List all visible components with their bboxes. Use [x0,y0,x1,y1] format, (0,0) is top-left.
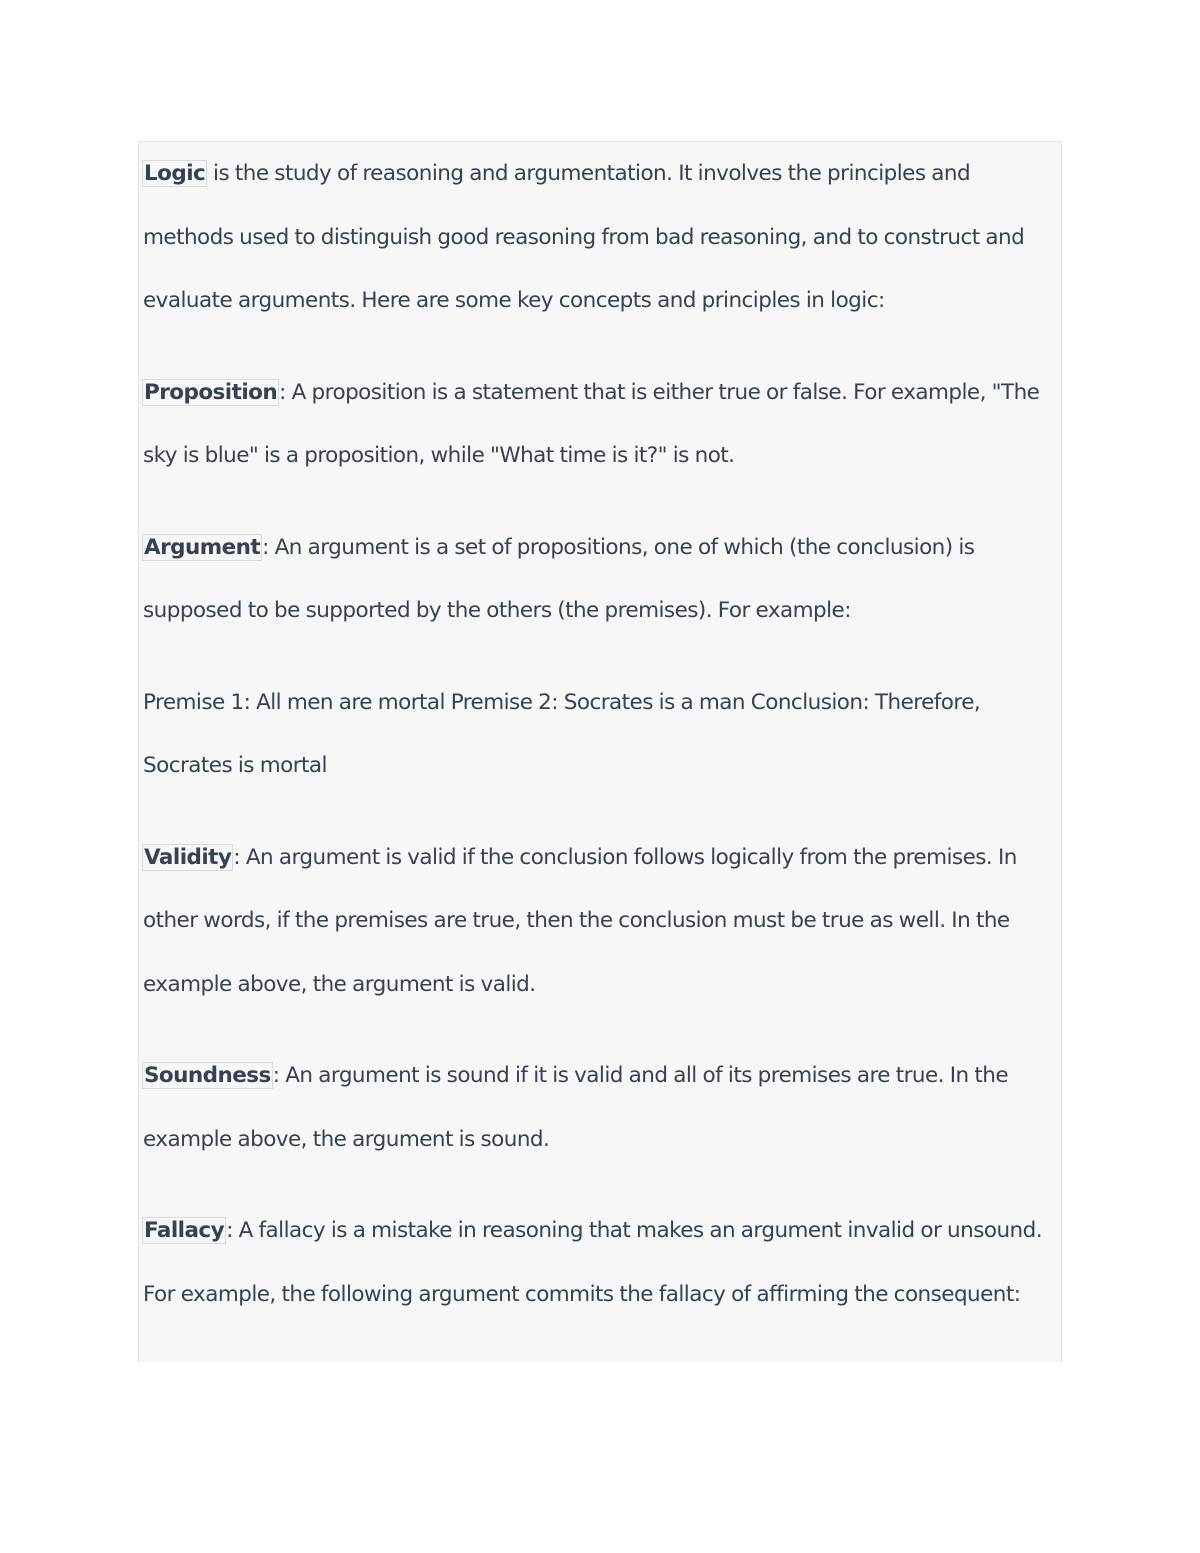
paragraph-soundness [143,1044,1053,1171]
paragraph-validity [143,826,1053,1017]
paragraph-text: : A fallacy is a mistake in reasoning that makes an argument invalid or unsound. For example, the following argument commits the fallacy of affirming the consequent: [143,1218,1042,1307]
term-fallacy: Fallacy [144,1218,225,1243]
paragraph-text: : An argument is a set of propositions, one of which (the conclusion) is supposed to be supported by the others (the premises). For example: [143,534,975,623]
paragraph-logic [143,142,1053,333]
paragraph-example-premises [143,671,1053,798]
paragraph-text: : An argument is valid if the conclusion follows logically from the premises. In other words, if the premises are true, then the conclusion must be true as well. In the example above, the argument is valid. [143,844,1017,997]
term-logic: Logic [144,161,206,186]
content-box [138,141,1062,1362]
paragraph-fallacy [143,1199,1053,1326]
paragraph-proposition [143,361,1053,488]
paragraph-argument [143,516,1053,643]
paragraph-text: is the study of reasoning and argumentation. It involves the principles and methods used to distinguish good reasoning from bad reasoning, and to construct and evaluate arguments. Here are some key concepts and principles in logic: [143,161,1025,313]
paragraph-text: Premise 1: All men are mortal Premise 2: Socrates is a man Conclusion: Therefore, Socrates is mortal [143,689,981,778]
paragraph-text: : An argument is sound if it is valid and all of its premises are true. In the example above, the argument is sound. [143,1063,1009,1152]
term-validity: Validity [144,844,232,870]
paragraph-text: : A proposition is a statement that is either true or false. For example, "The sky is blue" is a proposition, while "What time is it?" is not. [143,379,1040,468]
term-argument: Argument [144,534,261,560]
term-proposition: Proposition [144,379,278,405]
term-soundness: Soundness [144,1063,271,1088]
